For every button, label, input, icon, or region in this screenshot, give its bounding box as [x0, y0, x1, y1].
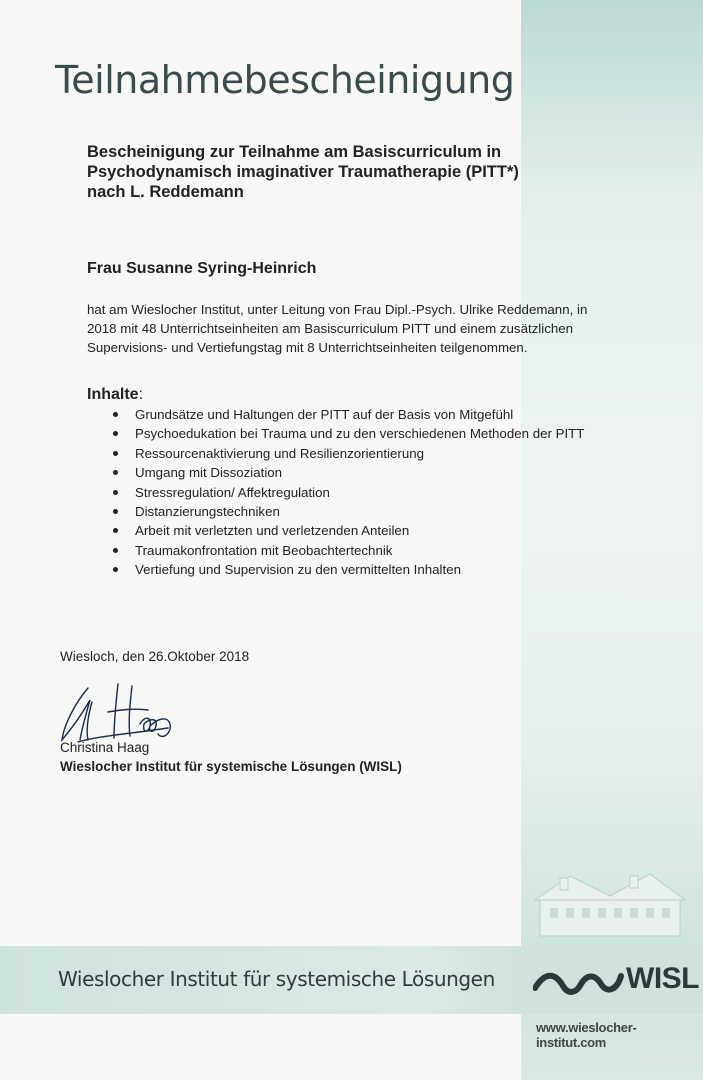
bullet-icon: [113, 412, 118, 417]
bullet-icon: [113, 470, 118, 475]
page-title: Teilnahmebescheinigung: [55, 58, 515, 102]
list-item: Stressregulation/ Affektregulation: [110, 483, 584, 502]
building-illustration: [530, 868, 690, 940]
bullet-icon: [113, 567, 118, 572]
participant-name: Frau Susanne Syring-Heinrich: [87, 260, 317, 277]
contents-heading-label: Inhalte: [87, 386, 139, 403]
list-item: Psychoedukation bei Trauma und zu den verschiedenen Methoden der PITT: [110, 424, 584, 443]
bullet-icon: [113, 528, 118, 533]
website-link[interactable]: www.wieslocher-institut.com: [536, 1020, 637, 1050]
wisl-logo-text: WISL: [626, 962, 699, 995]
list-item: Distanzierungstechniken: [110, 502, 584, 521]
certificate-body: [87, 300, 687, 357]
subtitle-line: nach L. Reddemann: [87, 183, 244, 201]
certificate-subtitle: [87, 142, 607, 202]
bullet-icon: [113, 509, 118, 514]
list-item: Arbeit mit verletzten und verletzenden Anteilen: [110, 521, 584, 540]
body-line: 2018 mit 48 Unterrichtseinheiten am Basiscurriculum PITT und einem zusätzlichen: [87, 321, 574, 336]
body-line: hat am Wieslocher Institut, unter Leitung von Frau Dipl.-Psych. Ulrike Reddemann, in: [87, 302, 588, 317]
contents-heading: [87, 386, 143, 404]
list-item: Grundsätze und Haltungen der PITT auf der Basis von Mitgefühl: [110, 405, 584, 424]
bullet-icon: [113, 490, 118, 495]
subtitle-line: Psychodynamisch imaginativer Traumatherapie (PITT*): [87, 163, 519, 181]
bullet-icon: [113, 548, 118, 553]
body-line: Supervisions- und Vertiefungstag mit 8 Unterrichtseinheiten teilgenommen.: [87, 340, 528, 355]
signer-institute: Wieslocher Institut für systemische Lösungen (WISL): [60, 759, 402, 774]
footer-institute-name: Wieslocher Institut für systemische Lösungen: [58, 967, 495, 991]
bullet-icon: [113, 431, 118, 436]
subtitle-line: Bescheinigung zur Teilnahme am Basiscurriculum in: [87, 143, 502, 161]
contents-list: [110, 405, 584, 580]
list-item: Umgang mit Dissoziation: [110, 463, 584, 482]
list-item: Vertiefung und Supervision zu den vermittelten Inhalten: [110, 560, 584, 579]
list-item: Traumakonfrontation mit Beobachtertechnik: [110, 541, 584, 560]
contents-heading-colon: :: [138, 386, 144, 403]
place-date: Wiesloch, den 26.Oktober 2018: [60, 649, 250, 664]
list-item: Ressourcenaktivierung und Resilienzorientierung: [110, 444, 584, 463]
signer-name: Christina Haag: [60, 740, 150, 755]
bullet-icon: [113, 451, 118, 456]
